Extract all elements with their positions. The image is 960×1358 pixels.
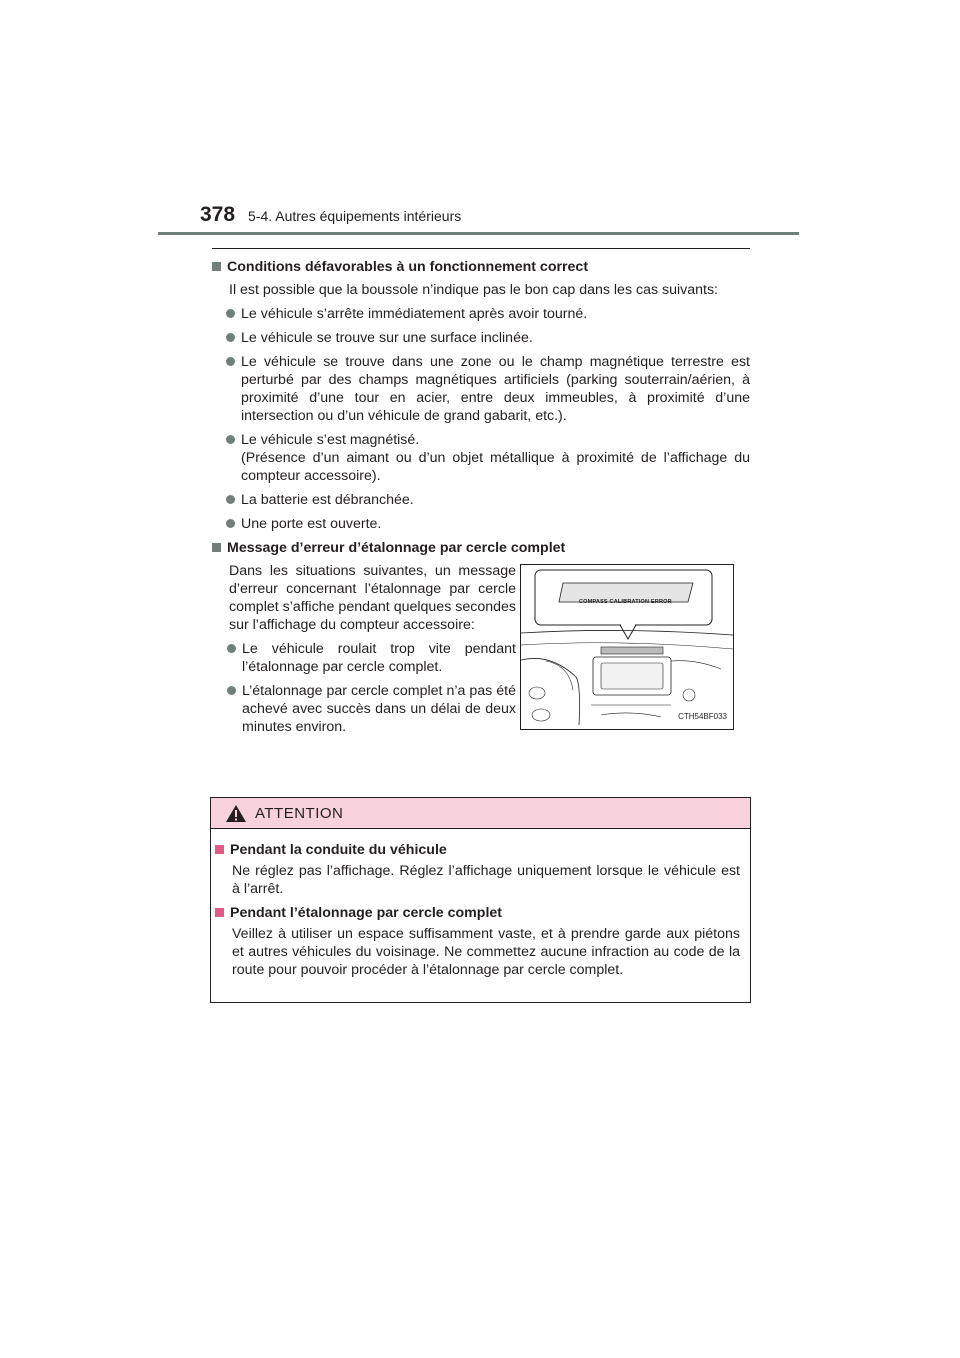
caution-heading: Pendant la conduite du véhicule (215, 841, 740, 859)
list-item: Le véhicule se trouve dans une zone ou le champ magnétique terrestre est perturbé par des champs magnétiques artificiels (parking souterrain/aérien, à proximité d’une tour en acier, entre deux immeubles, à proximité d’une intersection ou d’un véhicule de grand gabarit, etc.). (212, 353, 750, 425)
bullet-dot-icon (226, 309, 235, 318)
page-number: 378 (200, 203, 236, 226)
bullet-dot-icon (227, 644, 236, 653)
section-intro: Il est possible que la boussole n’indique pas le bon cap dans les cas suivants: (229, 282, 718, 298)
figure-code: CTH54BF033 (678, 712, 727, 721)
square-bullet-icon (215, 845, 224, 854)
bullet-dot-icon (226, 357, 235, 366)
bullet-dot-icon (226, 495, 235, 504)
sub-rule (212, 248, 750, 249)
section-with-figure (212, 562, 750, 777)
page-content (212, 258, 750, 777)
list-item: Le véhicule se trouve sur une surface inclinée. (212, 329, 750, 347)
caution-heading: Pendant l’étalonnage par cercle complet (215, 904, 740, 922)
list-item: La batterie est débranchée. (212, 491, 750, 509)
figure-text (229, 562, 516, 742)
list-item: Le véhicule s’arrête immédiatement après avoir tourné. (212, 305, 750, 323)
caution-body (211, 829, 750, 979)
list-item: Une porte est ouverte. (212, 515, 750, 533)
dashboard-illustration (520, 564, 734, 730)
caution-header (211, 798, 750, 829)
bullet-dot-icon (226, 435, 235, 444)
bullet-dot-icon (226, 333, 235, 342)
warning-icon (225, 804, 247, 823)
lcd-message: COMPASS CALIBRATION ERROR (579, 599, 672, 605)
list-item: Le véhicule s’est magnétisé. (Présence d’un aimant ou d’un objet métallique à proximité de l’affichage du compteur accessoire). (212, 431, 750, 485)
caution-text: Veillez à utiliser un espace suffisamment vaste, et à prendre garde aux piétons et autres véhicules du voisinage. Ne commettez aucune infraction au code de la route pour pouvoir procéder à l’étalonnage par cercle complet. (232, 926, 740, 978)
square-bullet-icon (215, 908, 224, 917)
caution-box (210, 797, 751, 1003)
list-item: L’étalonnage par cercle complet n’a pas été achevé avec succès dans un délai de deux minutes environ. (229, 682, 516, 736)
section-title: 5-4. Autres équipements intérieurs (248, 208, 462, 224)
list-item: Le véhicule roulait trop vite pendant l’étalonnage par cercle complet. (229, 640, 516, 676)
header-rule (158, 232, 799, 235)
section-heading: Conditions défavorables à un fonctionnement correct (212, 258, 750, 276)
bullet-dot-icon (226, 519, 235, 528)
caution-text: Ne réglez pas l’affichage. Réglez l’affichage uniquement lorsque le véhicule est à l’arrêt. (232, 863, 740, 897)
caution-title: ATTENTION (255, 805, 344, 822)
section-intro: Dans les situations suivantes, un message d’erreur concernant l’étalonnage par cercle complet s’affiche pendant quelques secondes sur l’affichage du compteur accessoire: (229, 563, 516, 633)
section-heading: Message d’erreur d’étalonnage par cercle complet (212, 539, 750, 557)
bullet-dot-icon (227, 686, 236, 695)
dashboard-drawing (521, 565, 733, 729)
square-bullet-icon (212, 262, 221, 271)
square-bullet-icon (212, 543, 221, 552)
